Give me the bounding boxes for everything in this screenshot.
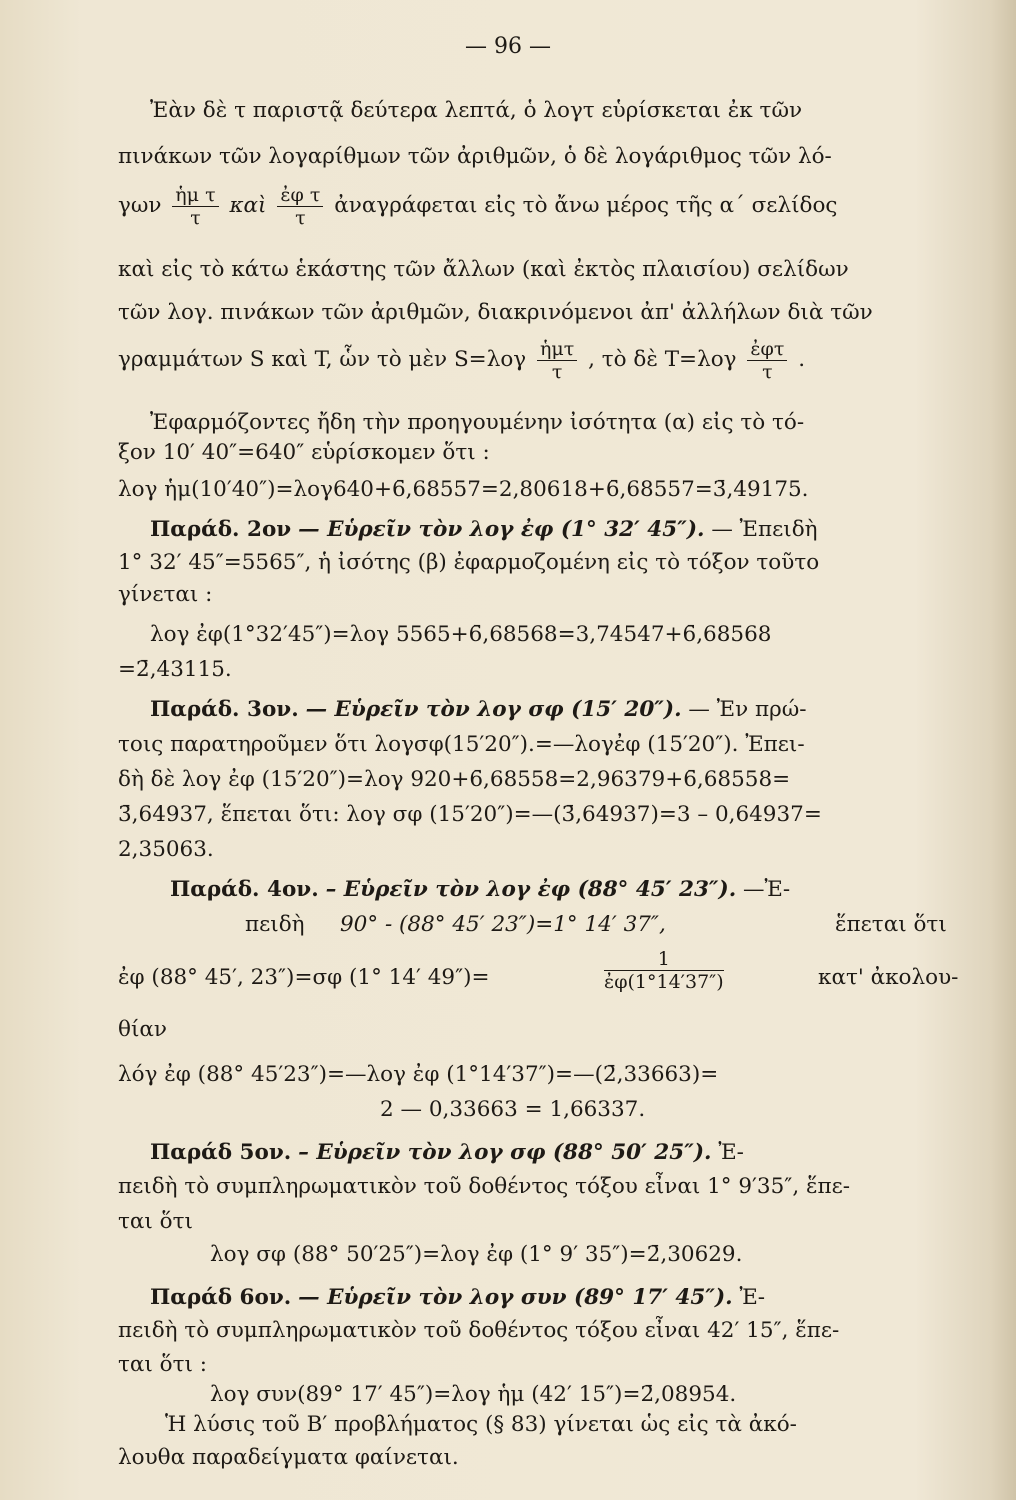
text: — Ἐν πρώ- — [688, 697, 807, 722]
numerator: 1 — [604, 948, 724, 971]
example-heading: Παράδ. 3ον. — [150, 697, 299, 722]
numerator: ἐφτ — [747, 338, 787, 361]
text-line: Ἐὰν δὲ τ παριστᾷ δεύτερα λεπτά, ὁ λογτ εὑρίσκεται ἐκ τῶν — [150, 98, 803, 123]
text-line: 2,35063. — [118, 837, 214, 862]
example-heading-line — [150, 1138, 1010, 1168]
numerator: ἡμ τ — [172, 184, 218, 207]
text-line: δὴ δὲ λογ ἐφ (15′20″)=λογ 920+6̄,68558=2,96379+6̄,68558= — [118, 767, 791, 792]
text-line: 1° 32′ 45″=5565″, ἡ ἰσότης (β) ἐφαρμοζομένη εἰς τὸ τόξον τοῦτο — [118, 550, 820, 575]
text: . — [798, 347, 806, 372]
text-line: Ἡ λύσις τοῦ B′ προβλήματος (§ 83) γίνεται ὡς εἰς τὰ ἀκό- — [165, 1412, 797, 1437]
text-line: Ἐφαρμόζοντες ἤδη τὴν προηγουμένην ἰσότητα (α) εἰς τὸ τό- — [150, 410, 805, 435]
text-line: πινάκων τῶν λογαρίθμων τῶν ἀριθμῶν, ὁ δὲ λογάριθμος τῶν λό- — [118, 144, 832, 169]
fraction — [172, 184, 218, 229]
text-line: 2 — 0,33663 = 1,66337. — [380, 1097, 646, 1122]
text: κατ' ἀκολου- — [818, 965, 959, 990]
example-heading-line — [150, 1283, 1010, 1313]
text-line: πειδὴ τὸ συμπληρωματικὸν τοῦ δοθέντος τόξου εἶναι 42′ 15″, ἕπε- — [118, 1318, 840, 1343]
text-line: θίαν — [118, 1017, 167, 1042]
page-number: — 96 — — [465, 34, 551, 59]
text-line: ται ὅτι — [118, 1209, 193, 1234]
example-heading-line — [170, 875, 1016, 905]
text-line: ται ὅτι : — [118, 1352, 208, 1377]
example-title: — Εὑρεῖν τὸν λογ ἐφ (1° 32′ 45″). — [298, 517, 705, 542]
text-line: καὶ εἰς τὸ κάτω ἑκάστης τῶν ἄλλων (καὶ ἐκτὸς πλαισίου) σελίδων — [118, 257, 849, 282]
denominator: τ — [551, 360, 563, 383]
text-line: γίνεται : — [118, 582, 213, 607]
example-heading-line — [150, 515, 1010, 545]
text: Ἐ- — [739, 1285, 766, 1310]
text-line: λουθα παραδείγματα φαίνεται. — [118, 1445, 459, 1470]
text-line: λογ ἡμ(10′40″)=λογ640+6̄,68557=2,80618+6̄,68557=3̄,49175. — [118, 477, 809, 502]
denominator: τ — [295, 206, 306, 229]
text: Ἐ- — [718, 1140, 744, 1165]
text: καὶ — [229, 193, 267, 218]
fraction — [747, 338, 787, 383]
example-heading: Παράδ. 2ον — [150, 517, 292, 542]
text: , τὸ δὲ T=λογ — [588, 347, 737, 372]
text-line: τῶν λογ. πινάκων τῶν ἀριθμῶν, διακρινόμενοι ἀπ' ἀλλήλων διὰ τῶν — [118, 300, 873, 325]
text-line: λόγ ἐφ (88° 45′23″)=—λογ ἐφ (1°14′37″)=—(2̄,33663)= — [118, 1062, 719, 1087]
text-line: 3̄,64937, ἕπεται ὅτι: λογ σφ (15′20″)=—(3̄,64937)=3 – 0,64937= — [118, 802, 822, 827]
text: — Ἐπειδὴ — [711, 517, 818, 542]
numerator: ἡμτ — [537, 338, 577, 361]
numerator: ἐφ τ — [277, 184, 323, 207]
text-line: λογ συν(89° 17′ 45″)=λογ ἡμ (42′ 15″)=2̄,08954. — [210, 1382, 737, 1407]
text-line: λογ σφ (88° 50′25″)=λογ ἐφ (1° 9′ 35″)=2̄,30629. — [210, 1242, 743, 1267]
text-line-fractions — [118, 330, 978, 390]
example-title: — Εὑρεῖν τὸν λογ συν (89° 17′ 45″). — [298, 1285, 733, 1310]
denominator: τ — [762, 360, 773, 383]
text: γων — [118, 193, 162, 218]
text: —Ἐ- — [743, 877, 791, 902]
text-line: τοις παρατηροῦμεν ὅτι λογσφ(15′20″).=—λογἐφ (15′20″). Ἐπει- — [118, 732, 805, 757]
text-line-fractions — [118, 176, 978, 236]
text: ἕπεται ὅτι — [835, 912, 947, 937]
text: γραμμάτων S καὶ T, ὧν τὸ μὲν S=λογ — [118, 347, 527, 372]
text-line: πειδὴ τὸ συμπληρωματικὸν τοῦ δοθέντος τόξου εἶναι 1° 9′35″, ἕπε- — [118, 1174, 851, 1199]
example-title: — Εὑρεῖν τὸν λογ σφ (15′ 20″). — [305, 697, 682, 722]
text: 90° - (88° 45′ 23″)=1° 14′ 37″, — [340, 912, 666, 937]
example-heading: Παράδ. 4ον. — [170, 877, 319, 902]
denominator: ἐφ(1°14′37″) — [604, 971, 724, 993]
text-line: λογ ἐφ(1°32′45″)=λογ 5565+6̄,68568=3,74547+6̄,68568 — [150, 622, 772, 647]
text-line: ξον 10′ 40″=640″ εὑρίσκομεν ὅτι : — [118, 440, 490, 465]
example-heading: Παράδ 6ον. — [150, 1285, 292, 1310]
example-heading: Παράδ 5ον. — [150, 1140, 292, 1165]
text: πειδὴ — [245, 912, 305, 937]
page-edge — [990, 0, 1016, 1500]
example-title: – Εὑρεῖν τὸν λογ σφ (88° 50′ 25″). — [298, 1140, 712, 1165]
denominator: τ — [190, 206, 201, 229]
fraction-body — [604, 948, 724, 993]
fraction — [600, 948, 728, 993]
example-title: – Εὑρεῖν τὸν λογ ἐφ (88° 45′ 23″). — [325, 877, 737, 902]
fraction — [277, 184, 323, 229]
example-heading-line — [150, 695, 1010, 725]
text: ἐφ (88° 45′, 23″)=σφ (1° 14′ 49″)= — [118, 965, 490, 990]
fraction — [537, 338, 577, 383]
text-line: =2̄,43115. — [118, 657, 232, 682]
text: ἀναγράφεται εἰς τὸ ἄνω μέρος τῆς α΄ σελίδος — [334, 193, 838, 218]
